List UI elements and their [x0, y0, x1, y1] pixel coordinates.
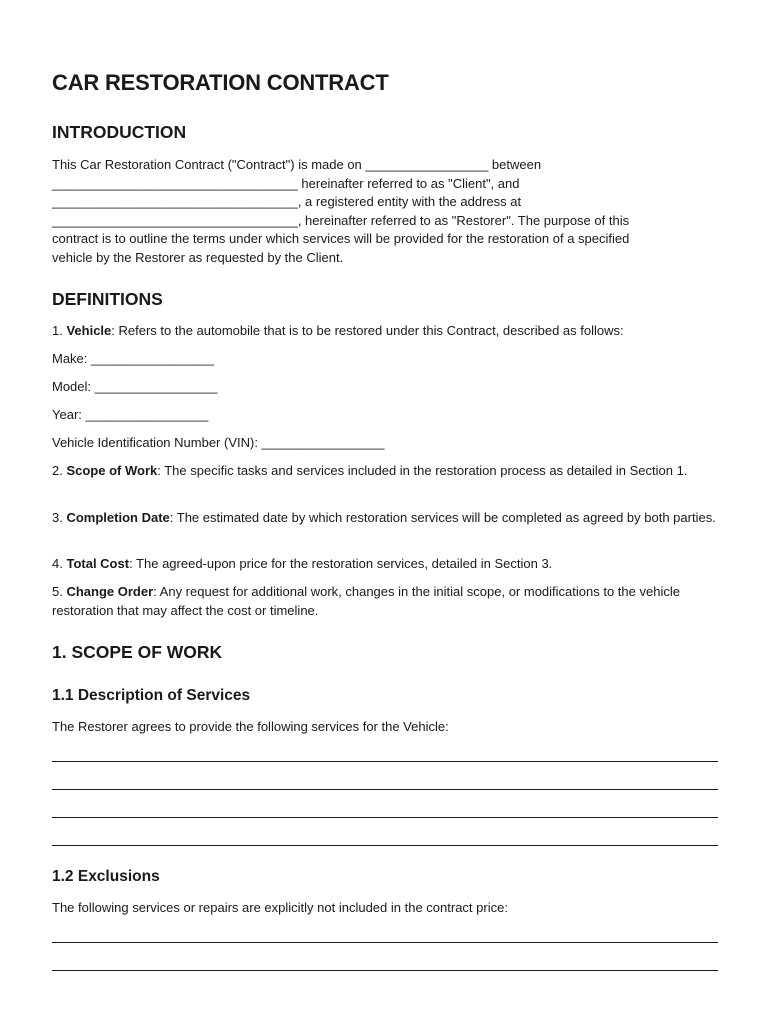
definition-number: 5. — [52, 584, 67, 599]
services-blank-line — [52, 761, 718, 762]
exclusions-blank-line — [52, 970, 718, 971]
introduction-paragraph — [52, 156, 722, 267]
services-blank-line — [52, 789, 718, 790]
scope-of-work-heading: 1. SCOPE OF WORK — [52, 642, 223, 662]
vehicle-year-field: Year: _________________ — [52, 407, 209, 422]
introduction-heading: INTRODUCTION — [52, 122, 187, 142]
intro-line-4: __________________________________, hereinafter referred to as "Restorer". The purpose of this — [52, 212, 630, 228]
definition-number: 1. — [52, 323, 67, 338]
intro-line-2: __________________________________ hereinafter referred to as "Client", and — [52, 175, 520, 191]
definition-number: 3. — [52, 510, 67, 525]
definition-text: : The specific tasks and services included in the restoration process as detailed in Section 1. — [157, 463, 688, 478]
definitions-heading: DEFINITIONS — [52, 289, 163, 309]
intro-line-3: __________________________________, a registered entity with the address at — [52, 194, 522, 209]
document-title: CAR RESTORATION CONTRACT — [52, 70, 389, 95]
definition-completion — [52, 509, 722, 528]
definition-term: Total Cost — [66, 556, 130, 571]
exclusions-heading: 1.2 Exclusions — [52, 868, 160, 885]
services-blank-line — [52, 845, 718, 846]
definition-change-order — [52, 583, 722, 620]
description-of-services-heading: 1.1 Description of Services — [52, 687, 251, 704]
definition-term: Vehicle — [66, 323, 112, 338]
intro-line-1: This Car Restoration Contract ("Contract") is made on _________________ between — [52, 157, 542, 172]
definition-text: : Refers to the automobile that is to be restored under this Contract, described as follows: — [111, 323, 624, 338]
exclusions-blank-line — [52, 942, 718, 943]
definition-cost — [52, 555, 722, 574]
definition-scope — [52, 462, 722, 481]
definition-text: : Any request for additional work, changes in the initial scope, or modifications to the vehicle restoration that may affect the cost or timeline. — [52, 584, 680, 618]
definition-term: Change Order — [66, 584, 154, 599]
definition-vehicle — [52, 322, 722, 341]
definition-term: Scope of Work — [66, 463, 158, 478]
definition-number: 2. — [52, 463, 67, 478]
definition-number: 4. — [52, 556, 67, 571]
intro-line-6: vehicle by the Restorer as requested by the Client. — [52, 249, 344, 265]
definition-text: : The estimated date by which restoration services will be completed as agreed by both parties. — [169, 510, 716, 525]
services-blank-line — [52, 817, 718, 818]
vehicle-model-field: Model: _________________ — [52, 379, 218, 394]
vehicle-vin-field: Vehicle Identification Number (VIN): _________________ — [52, 435, 385, 450]
definition-term: Completion Date — [66, 510, 170, 525]
intro-line-5: contract is to outline the terms under which services will be provided for the restoration of a specified — [52, 231, 630, 246]
definition-text: : The agreed-upon price for the restoration services, detailed in Section 3. — [129, 556, 553, 571]
description-of-services-intro: The Restorer agrees to provide the following services for the Vehicle: — [52, 719, 449, 734]
vehicle-make-field: Make: _________________ — [52, 351, 214, 366]
exclusions-intro: The following services or repairs are explicitly not included in the contract price: — [52, 900, 508, 915]
